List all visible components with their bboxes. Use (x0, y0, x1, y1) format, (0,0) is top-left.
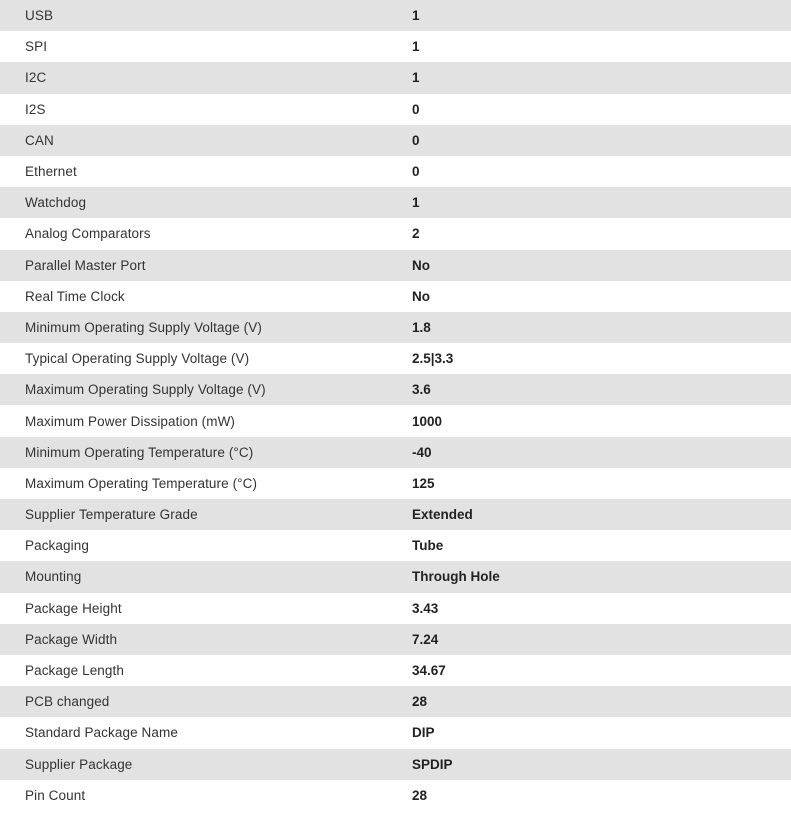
spec-row-package-length (0, 655, 791, 686)
spec-row-i2c (0, 62, 791, 93)
spec-value: Extended (412, 507, 473, 523)
spec-name: Mounting (25, 569, 82, 585)
spec-name: Ethernet (25, 164, 77, 180)
spec-name: Pin Count (25, 787, 86, 803)
spec-value: 1 (412, 70, 420, 86)
spec-value: SPDIP (412, 756, 453, 772)
spec-value: 125 (412, 475, 435, 491)
spec-row-package-width (0, 624, 791, 655)
spec-row-analog-comparators (0, 218, 791, 249)
spec-row-max-supply-voltage (0, 374, 791, 405)
spec-value: 1 (412, 39, 420, 55)
spec-row-usb (0, 0, 791, 31)
spec-row-standard-package-name (0, 717, 791, 748)
spec-name: Maximum Operating Temperature (°C) (25, 475, 258, 491)
spec-name: Package Width (25, 631, 118, 647)
spec-name: Analog Comparators (25, 226, 151, 242)
spec-name: Parallel Master Port (25, 257, 146, 273)
spec-row-package-height (0, 593, 791, 624)
spec-row-typical-supply-voltage (0, 343, 791, 374)
spec-row-max-operating-temperature (0, 468, 791, 499)
spec-value: 1.8 (412, 319, 431, 335)
spec-name: Maximum Operating Supply Voltage (V) (25, 382, 266, 398)
spec-name: USB (25, 8, 54, 24)
spec-value: 28 (412, 694, 428, 710)
spec-row-can (0, 125, 791, 156)
spec-name: Standard Package Name (25, 725, 178, 741)
spec-name: Package Height (25, 600, 122, 616)
spec-row-watchdog (0, 187, 791, 218)
spec-name: SPI (25, 39, 48, 55)
spec-name: Typical Operating Supply Voltage (V) (25, 351, 250, 367)
spec-name: PCB changed (25, 694, 110, 710)
spec-value: DIP (412, 725, 435, 741)
spec-row-ethernet (0, 156, 791, 187)
spec-row-mounting (0, 561, 791, 592)
spec-name: Maximum Power Dissipation (mW) (25, 413, 236, 429)
spec-value: 1000 (412, 413, 443, 429)
spec-value: 2 (412, 226, 420, 242)
spec-row-pcb-changed (0, 686, 791, 717)
spec-value: 0 (412, 101, 420, 117)
spec-value: -40 (412, 444, 432, 460)
spec-name: Watchdog (25, 195, 87, 211)
spec-value: Tube (412, 538, 444, 554)
spec-row-packaging (0, 530, 791, 561)
spec-name: Supplier Temperature Grade (25, 507, 198, 523)
spec-value: 2.5|3.3 (412, 351, 454, 367)
spec-value: 28 (412, 787, 428, 803)
spec-row-min-operating-temperature (0, 437, 791, 468)
spec-row-spi (0, 31, 791, 62)
spec-name: CAN (25, 132, 54, 148)
spec-name: I2S (25, 101, 46, 117)
spec-row-min-supply-voltage (0, 312, 791, 343)
spec-value: 7.24 (412, 631, 439, 647)
spec-row-parallel-master-port (0, 250, 791, 281)
spec-row-pin-count (0, 780, 791, 811)
spec-value: 0 (412, 164, 420, 180)
spec-row-supplier-temperature-grade (0, 499, 791, 530)
spec-value: No (412, 288, 430, 304)
spec-name: Minimum Operating Supply Voltage (V) (25, 319, 262, 335)
spec-row-supplier-package (0, 749, 791, 780)
spec-name: Packaging (25, 538, 89, 554)
spec-name: I2C (25, 70, 47, 86)
spec-name: Real Time Clock (25, 288, 125, 304)
spec-name: Supplier Package (25, 756, 133, 772)
spec-row-max-power-dissipation (0, 405, 791, 436)
spec-value: 3.43 (412, 600, 439, 616)
spec-value: 34.67 (412, 663, 446, 679)
spec-value: Through Hole (412, 569, 500, 585)
spec-value: No (412, 257, 430, 273)
spec-name: Minimum Operating Temperature (°C) (25, 444, 254, 460)
spec-row-real-time-clock (0, 281, 791, 312)
spec-name: Package Length (25, 663, 124, 679)
spec-value: 1 (412, 195, 420, 211)
spec-value: 1 (412, 8, 420, 24)
spec-value: 3.6 (412, 382, 431, 398)
spec-row-i2s (0, 94, 791, 125)
spec-value: 0 (412, 132, 420, 148)
